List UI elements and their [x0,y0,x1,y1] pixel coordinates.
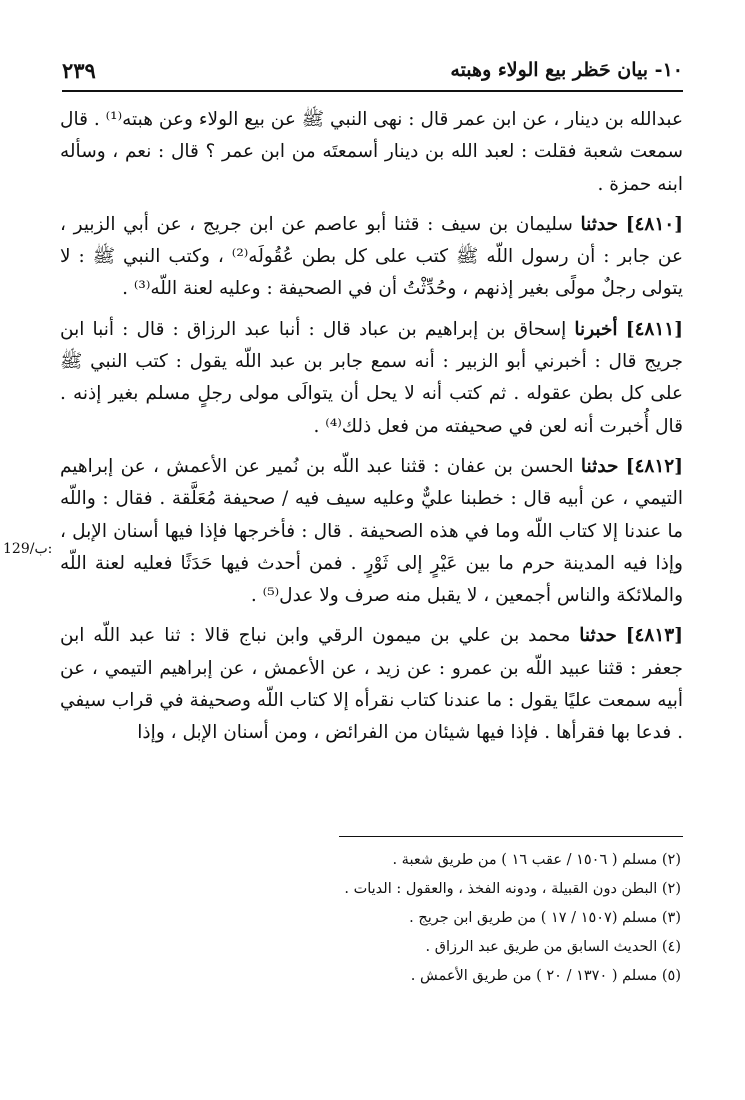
main-text [60,104,683,758]
hadith-4810 [60,209,683,306]
paragraph-continuation [60,104,683,201]
page-header [62,50,683,92]
narration-keyword: حدثنا [579,625,617,647]
footnote: (٢) البطن دون القبيلة ، ودونه الفخذ ، والعقول : الديات . [344,881,681,897]
paragraph-text: إسحاق بن إبراهيم بن عباد قال : أنبا عبد الرزاق : قال : أنبا ابن جريج قال : أخبرني أبو الزبير : أنه سمع جابر بن عبد اللّه يقول : كتب النبي ﷺ على كل بطن عقوله . ثم كتب أنه لا يحل أن يتوالَى مولى رجلٍ مسلم بغير إذنه . قال أُخبرت أنه لعن في صحيفته من فعل ذلك⁽⁴⁾ . [60,318,683,437]
paragraph-text: سليمان بن سيف : قثنا أبو عاصم عن ابن جريج ، عن أبي الزبير ، عن جابر : أن رسول اللّه ﷺ كتب على كل بطن عُقُولَه⁽²⁾ ، وكتب النبي ﷺ : لا يتولى رجلٌ مولًى بغير إذنهم ، وحُدِّثْتُ أن في الصحيفة : وعليه لعنة اللّه⁽³⁾ . [60,213,684,300]
page-number: ٢٣٩ [62,57,96,83]
footnotes [62,846,681,991]
footnote: (٢) مسلم ( ١٥٠٦ / عقب ١٦ ) من طريق شعبة . [392,852,681,868]
hadith-number: [٤٨١٠] [625,213,683,235]
hadith-number: [٤٨١٢] [625,455,683,477]
manuscript-folio-note: 129/ب: [3,541,53,557]
hadith-number: [٤٨١١] [625,318,683,340]
paragraph-text: محمد بن علي بن ميمون الرقي وابن نباج قالا : ثنا عبد اللّه ابن جعفر : قثنا عبيد اللّه بن عمرو : عن زيد ، عن الأعمش ، عن إبراهيم التيمي ، عن أبيه سمعت عليًا يقول : ما عندنا كتاب نقرأه إلا كتاب اللّه وصحيفة في قراب سيفي . فدعا بها فقرأها . فإذا فيها شيئان من الفرائض ، ومن أسنان الإبل ، وإذا [60,625,683,744]
hadith-4813 [60,620,683,749]
narration-keyword: حدثنا [580,455,619,477]
footnote: (٣) مسلم (١٥٠٧ / ١٧ ) من طريق ابن جريج . [409,910,681,926]
narration-keyword: حدثنا [580,213,619,235]
footnote: (٤) الحديث السابق من طريق عبد الرزاق . [425,939,681,955]
hadith-4811 [60,314,683,443]
footnote: (٥) مسلم ( ١٣٧٠ / ٢٠ ) من طريق الأعمش . [410,968,681,984]
hadith-4812 [60,451,683,612]
footnote-divider [339,836,683,837]
chapter-title: ١٠- بيان حَظر بيع الولاء وهبته [450,59,683,81]
hadith-number: [٤٨١٣] [625,625,683,647]
paragraph-text: عبدالله بن دينار ، عن ابن عمر قال : نهى النبي ﷺ عن بيع الولاء وعن هبته⁽¹⁾ . قال سمعت شعبة فقلت : لعبد الله بن دينار أسمعتَه من ابن عمر ؟ قال : نعم ، وسأله ابنه حمزة . [60,109,683,195]
narration-keyword: أخبرنا [574,318,618,340]
paragraph-text: الحسن بن عفان : قثنا عبد اللّه بن نُمير عن الأعمش ، عن إبراهيم التيمي ، عن أبيه قال : خطبنا عليٌّ وعليه سيف فيه / صحيفة مُعَلَّقة . فقال : واللّه ما عندنا إلا كتاب اللّه وما في هذه الصحيفة . قال : فأخرجها فإذا فيها أسنان الإبل ، وإذا فيه المدينة حرم ما بين عَيْرٍ إلى ثَوْرٍ . فمن أحدث فيها حَدَثًا فعليه لعنة اللّه والملائكة والناس أجمعين ، لا يقبل منه صرف ولا عدل⁽⁵⁾ . [60,455,683,607]
